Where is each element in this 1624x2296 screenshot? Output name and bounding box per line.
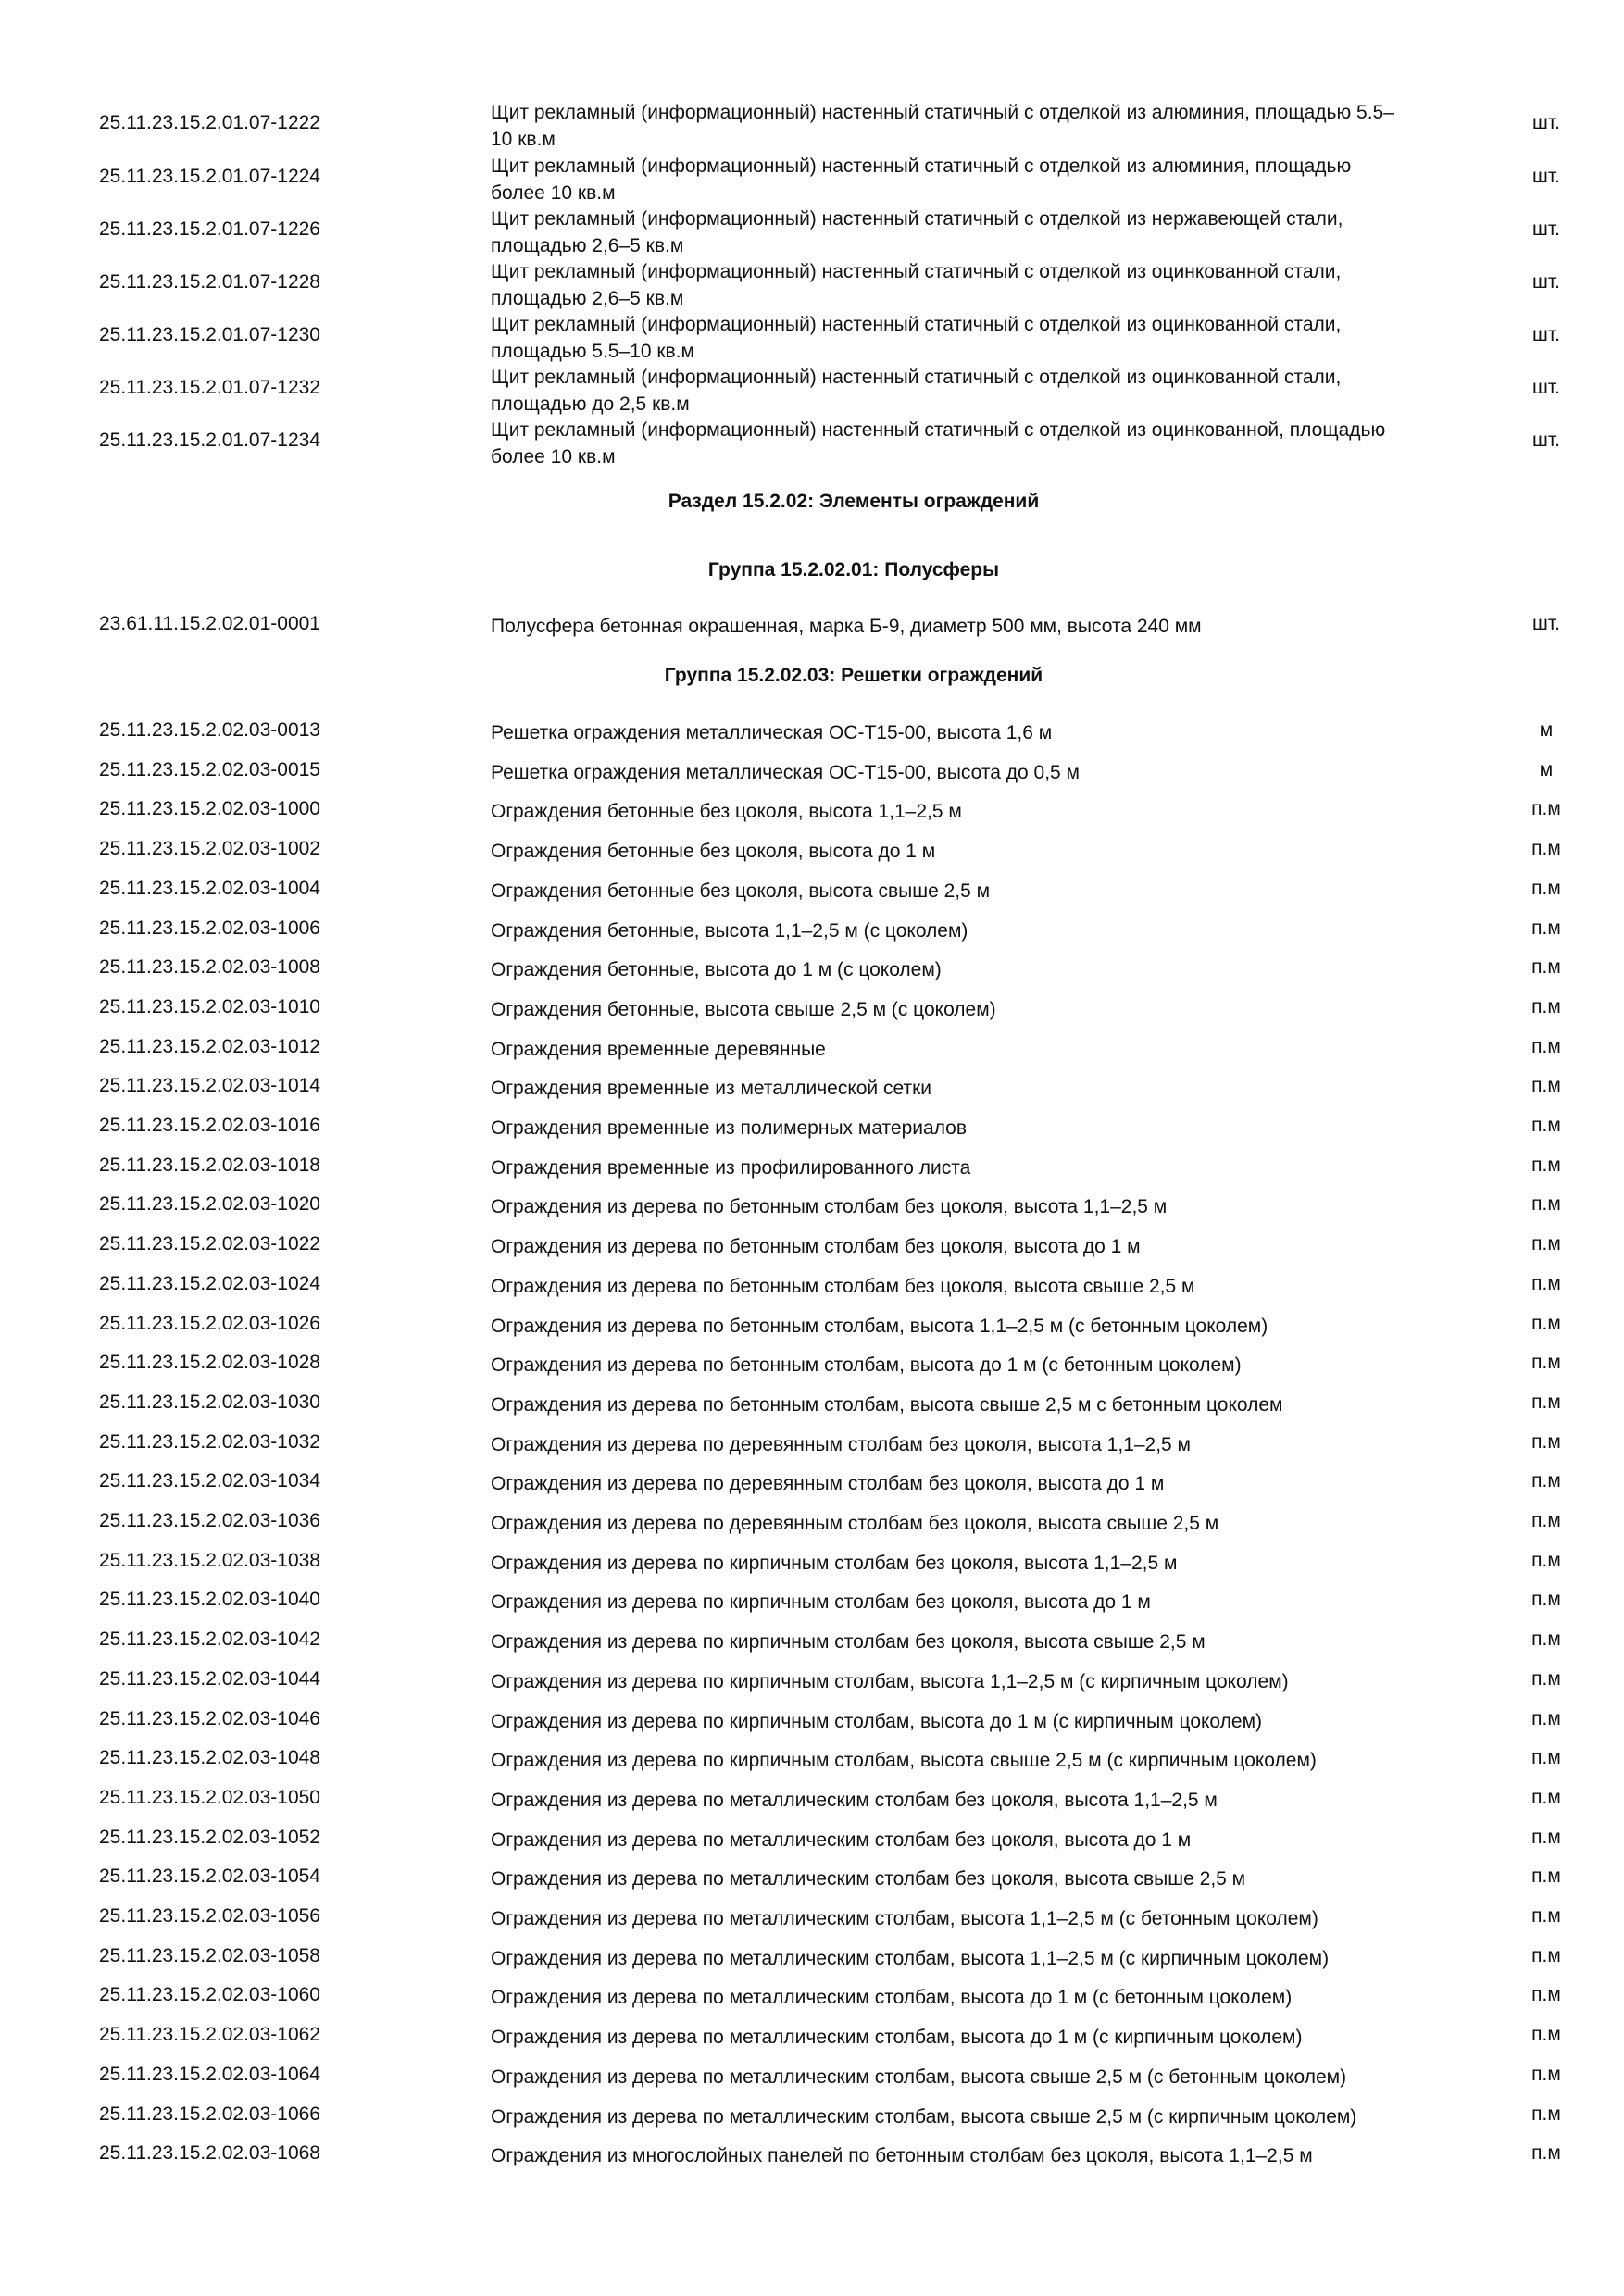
item-unit: п.м <box>1531 2103 1561 2125</box>
item-description: Решетка ограждения металлическая ОС-Т15-00, высота до 0,5 м <box>491 762 1080 783</box>
item-code: 25.11.23.15.2.02.03-1024 <box>99 1273 320 1294</box>
item-description: Ограждения из дерева по бетонным столбам без цоколя, высота 1,1–2,5 м <box>491 1196 1168 1217</box>
item-description: Ограждения из дерева по деревянным столбам без цоколя, высота 1,1–2,5 м <box>491 1434 1191 1455</box>
item-description-line: площадью 2,6–5 кв.м <box>491 235 684 256</box>
item-description: Ограждения из многослойных панелей по бетонным столбам без цоколя, высота 1,1–2,5 м <box>491 2145 1313 2166</box>
item-description-line: площадью 5.5–10 кв.м <box>491 341 694 362</box>
item-code: 25.11.23.15.2.01.07-1226 <box>99 218 320 240</box>
item-unit: п.м <box>1531 1036 1561 1057</box>
item-description: Ограждения из дерева по металлическим столбам, высота 1,1–2,5 м (с бетонным цоколем) <box>491 1908 1318 1929</box>
item-description: Ограждения из дерева по бетонным столбам, высота 1,1–2,5 м (с бетонным цоколем) <box>491 1316 1268 1337</box>
item-description-line: площадью 2,6–5 кв.м <box>491 288 684 309</box>
item-unit: п.м <box>1531 1233 1561 1254</box>
item-code: 25.11.23.15.2.02.03-1000 <box>99 798 320 819</box>
item-unit: шт. <box>1532 324 1560 345</box>
item-unit: п.м <box>1531 1787 1561 1808</box>
item-code: 25.11.23.15.2.02.03-1002 <box>99 838 320 859</box>
item-description: Ограждения из дерева по металлическим столбам без цоколя, высота свыше 2,5 м <box>491 1868 1246 1890</box>
item-unit: п.м <box>1531 1193 1561 1215</box>
item-code: 25.11.23.15.2.02.03-1060 <box>99 1984 320 2005</box>
item-description: Ограждения из дерева по металлическим столбам без цоколя, высота до 1 м <box>491 1829 1192 1851</box>
item-description: Ограждения бетонные, высота 1,1–2,5 м (с цоколем) <box>491 920 968 942</box>
item-code: 25.11.23.15.2.02.03-1058 <box>99 1945 320 1966</box>
item-description: Ограждения из дерева по деревянным столбам без цоколя, высота до 1 м <box>491 1473 1165 1494</box>
item-unit: п.м <box>1531 1273 1561 1294</box>
item-description: Ограждения из дерева по металлическим столбам, высота свыше 2,5 м (с бетонным цоколем) <box>491 2066 1347 2088</box>
item-description: Ограждения из дерева по деревянным столбам без цоколя, высота свыше 2,5 м <box>491 1513 1219 1534</box>
item-code: 25.11.23.15.2.02.03-1026 <box>99 1313 320 1334</box>
item-unit: п.м <box>1531 1589 1561 1610</box>
item-description <box>491 99 1454 153</box>
item-description <box>491 258 1454 312</box>
item-code: 23.61.11.15.2.02.01-0001 <box>99 613 320 634</box>
item-unit: п.м <box>1531 996 1561 1017</box>
item-description: Ограждения из дерева по бетонным столбам, высота свыше 2,5 м с бетонным цоколем <box>491 1394 1283 1416</box>
item-description: Ограждения из дерева по бетонным столбам без цоколя, высота до 1 м <box>491 1236 1141 1257</box>
item-description: Ограждения из дерева по кирпичным столбам без цоколя, высота свыше 2,5 м <box>491 1631 1206 1653</box>
item-unit: п.м <box>1531 1905 1561 1927</box>
item-unit: п.м <box>1531 2024 1561 2045</box>
item-description-line: площадью до 2,5 кв.м <box>491 393 690 415</box>
item-description-line: Щит рекламный (информационный) настенный статичный с отделкой из оцинкованной стали, <box>491 314 1342 335</box>
item-code: 25.11.23.15.2.02.03-1038 <box>99 1550 320 1571</box>
item-unit: п.м <box>1531 1866 1561 1887</box>
item-unit: п.м <box>1531 1391 1561 1413</box>
item-code: 25.11.23.15.2.02.03-1056 <box>99 1905 320 1927</box>
item-code: 25.11.23.15.2.02.03-1046 <box>99 1708 320 1729</box>
item-code: 25.11.23.15.2.02.03-1016 <box>99 1115 320 1136</box>
item-code: 25.11.23.15.2.02.03-1054 <box>99 1866 320 1887</box>
item-code: 25.11.23.15.2.01.07-1222 <box>99 112 320 133</box>
item-code: 25.11.23.15.2.02.03-1040 <box>99 1589 320 1610</box>
item-unit: п.м <box>1531 917 1561 939</box>
item-description: Ограждения из дерева по кирпичным столбам, высота свыше 2,5 м (с кирпичным цоколем) <box>491 1750 1317 1771</box>
item-code: 25.11.23.15.2.02.03-1066 <box>99 2103 320 2125</box>
item-code: 25.11.23.15.2.02.03-0015 <box>99 759 320 780</box>
item-description <box>491 311 1454 365</box>
item-unit: п.м <box>1531 1313 1561 1334</box>
item-description: Ограждения из дерева по металлическим столбам, высота 1,1–2,5 м (с кирпичным цоколем) <box>491 1948 1330 1969</box>
item-unit: п.м <box>1531 1945 1561 1966</box>
item-description: Ограждения из дерева по бетонным столбам без цоколя, высота свыше 2,5 м <box>491 1276 1195 1297</box>
section-heading: Раздел 15.2.02: Элементы ограждений <box>668 491 1040 512</box>
item-unit: п.м <box>1531 1115 1561 1136</box>
item-description: Ограждения бетонные, высота до 1 м (с цоколем) <box>491 959 942 980</box>
item-unit: п.м <box>1531 798 1561 819</box>
item-code: 25.11.23.15.2.02.03-1030 <box>99 1391 320 1413</box>
item-description: Ограждения бетонные без цоколя, высота до 1 м <box>491 841 936 862</box>
item-description-line: Щит рекламный (информационный) настенный статичный с отделкой из оцинкованной стали, <box>491 367 1342 388</box>
item-unit: п.м <box>1531 1154 1561 1176</box>
item-description: Ограждения из дерева по металлическим столбам, высота свыше 2,5 м (с кирпичным цоколем) <box>491 2106 1357 2128</box>
item-code: 25.11.23.15.2.02.03-1036 <box>99 1510 320 1531</box>
item-unit: шт. <box>1532 377 1560 398</box>
item-code: 25.11.23.15.2.02.03-1050 <box>99 1787 320 1808</box>
item-code: 25.11.23.15.2.01.07-1234 <box>99 430 320 451</box>
item-description: Ограждения из дерева по кирпичным столбам, высота до 1 м (с кирпичным цоколем) <box>491 1711 1263 1732</box>
item-unit: п.м <box>1531 1075 1561 1096</box>
item-code: 25.11.23.15.2.02.03-1042 <box>99 1628 320 1650</box>
item-description: Ограждения временные из металлической сетки <box>491 1078 932 1099</box>
item-code: 25.11.23.15.2.02.03-1004 <box>99 878 320 899</box>
item-code: 25.11.23.15.2.01.07-1232 <box>99 377 320 398</box>
item-description: Ограждения временные из профилированного листа <box>491 1157 971 1179</box>
item-unit: п.м <box>1531 1431 1561 1453</box>
item-description: Ограждения из дерева по кирпичным столбам без цоколя, высота до 1 м <box>491 1591 1151 1613</box>
item-code: 25.11.23.15.2.02.03-1018 <box>99 1154 320 1176</box>
item-description <box>491 206 1454 259</box>
item-description: Ограждения бетонные, высота свыше 2,5 м (с цоколем) <box>491 999 996 1020</box>
item-code: 25.11.23.15.2.02.03-1014 <box>99 1075 320 1096</box>
item-description-line: 10 кв.м <box>491 129 556 150</box>
item-description: Ограждения временные из полимерных материалов <box>491 1117 968 1139</box>
item-unit: п.м <box>1531 1668 1561 1690</box>
item-unit: м <box>1539 719 1554 741</box>
item-unit: п.м <box>1531 1470 1561 1491</box>
item-code: 25.11.23.15.2.02.03-1020 <box>99 1193 320 1215</box>
item-unit: п.м <box>1531 878 1561 899</box>
item-unit: шт. <box>1532 166 1560 187</box>
item-description: Ограждения бетонные без цоколя, высота свыше 2,5 м <box>491 880 991 902</box>
item-unit: п.м <box>1531 1628 1561 1650</box>
item-description: Ограждения из дерева по кирпичным столбам без цоколя, высота 1,1–2,5 м <box>491 1553 1178 1574</box>
item-description: Ограждения временные деревянные <box>491 1039 826 1060</box>
item-unit: п.м <box>1531 1510 1561 1531</box>
item-description-line: Щит рекламный (информационный) настенный статичный с отделкой из алюминия, площадью 5.5– <box>491 102 1394 123</box>
item-description: Ограждения из дерева по металлическим столбам, высота до 1 м (с бетонным цоколем) <box>491 1987 1293 2008</box>
item-unit: п.м <box>1531 956 1561 978</box>
item-description-line: Щит рекламный (информационный) настенный статичный с отделкой из алюминия, площадью <box>491 156 1352 177</box>
item-unit: шт. <box>1532 613 1560 634</box>
item-unit: п.м <box>1531 1708 1561 1729</box>
item-code: 25.11.23.15.2.02.03-1006 <box>99 917 320 939</box>
item-code: 25.11.23.15.2.02.03-1012 <box>99 1036 320 1057</box>
item-description <box>491 153 1454 206</box>
item-code: 25.11.23.15.2.02.03-1064 <box>99 2064 320 2085</box>
item-code: 25.11.23.15.2.02.03-1034 <box>99 1470 320 1491</box>
item-description-line: более 10 кв.м <box>491 446 616 468</box>
item-unit: м <box>1539 759 1554 780</box>
item-code: 25.11.23.15.2.01.07-1230 <box>99 324 320 345</box>
item-code: 25.11.23.15.2.02.03-1022 <box>99 1233 320 1254</box>
item-code: 25.11.23.15.2.02.03-1062 <box>99 2024 320 2045</box>
item-unit: шт. <box>1532 430 1560 451</box>
item-unit: п.м <box>1531 1827 1561 1848</box>
item-code: 25.11.23.15.2.02.03-1052 <box>99 1827 320 1848</box>
item-code: 25.11.23.15.2.02.03-1068 <box>99 2142 320 2164</box>
item-description-line: Щит рекламный (информационный) настенный статичный с отделкой из нержавеющей стали, <box>491 208 1343 230</box>
item-unit: п.м <box>1531 1550 1561 1571</box>
item-unit: п.м <box>1531 2064 1561 2085</box>
item-unit: п.м <box>1531 1747 1561 1768</box>
item-unit: п.м <box>1531 2142 1561 2164</box>
item-code: 25.11.23.15.2.02.03-1032 <box>99 1431 320 1453</box>
item-description-line: Щит рекламный (информационный) настенный статичный с отделкой из оцинкованной, площадью <box>491 419 1386 441</box>
item-unit: шт. <box>1532 271 1560 293</box>
item-code: 25.11.23.15.2.02.03-0013 <box>99 719 320 741</box>
item-code: 25.11.23.15.2.02.03-1048 <box>99 1747 320 1768</box>
item-description <box>491 417 1454 470</box>
item-unit: п.м <box>1531 1984 1561 2005</box>
item-description: Ограждения из дерева по металлическим столбам, высота до 1 м (с кирпичным цоколем) <box>491 2027 1303 2048</box>
item-description-line: Щит рекламный (информационный) настенный статичный с отделкой из оцинкованной стали, <box>491 261 1342 282</box>
item-code: 25.11.23.15.2.01.07-1228 <box>99 271 320 293</box>
item-unit: п.м <box>1531 838 1561 859</box>
item-code: 25.11.23.15.2.02.03-1044 <box>99 1668 320 1690</box>
group-heading: Группа 15.2.02.03: Решетки ограждений <box>664 665 1043 686</box>
item-unit: шт. <box>1532 218 1560 240</box>
item-description: Ограждения из дерева по кирпичным столбам, высота 1,1–2,5 м (с кирпичным цоколем) <box>491 1671 1289 1692</box>
item-description: Ограждения из дерева по бетонным столбам, высота до 1 м (с бетонным цоколем) <box>491 1354 1242 1376</box>
item-unit: п.м <box>1531 1352 1561 1373</box>
item-code: 25.11.23.15.2.02.03-1008 <box>99 956 320 978</box>
item-unit: шт. <box>1532 112 1560 133</box>
item-description: Полусфера бетонная окрашенная, марка Б-9, диаметр 500 мм, высота 240 мм <box>491 616 1202 637</box>
item-description: Ограждения бетонные без цоколя, высота 1,1–2,5 м <box>491 801 962 822</box>
item-description: Решетка ограждения металлическая ОС-Т15-00, высота 1,6 м <box>491 722 1053 743</box>
item-code: 25.11.23.15.2.02.03-1028 <box>99 1352 320 1373</box>
item-description <box>491 364 1454 418</box>
item-code: 25.11.23.15.2.02.03-1010 <box>99 996 320 1017</box>
item-description-line: более 10 кв.м <box>491 182 616 204</box>
item-description: Ограждения из дерева по металлическим столбам без цоколя, высота 1,1–2,5 м <box>491 1790 1218 1811</box>
item-code: 25.11.23.15.2.01.07-1224 <box>99 166 320 187</box>
group-heading: Группа 15.2.02.01: Полусферы <box>707 559 1000 580</box>
